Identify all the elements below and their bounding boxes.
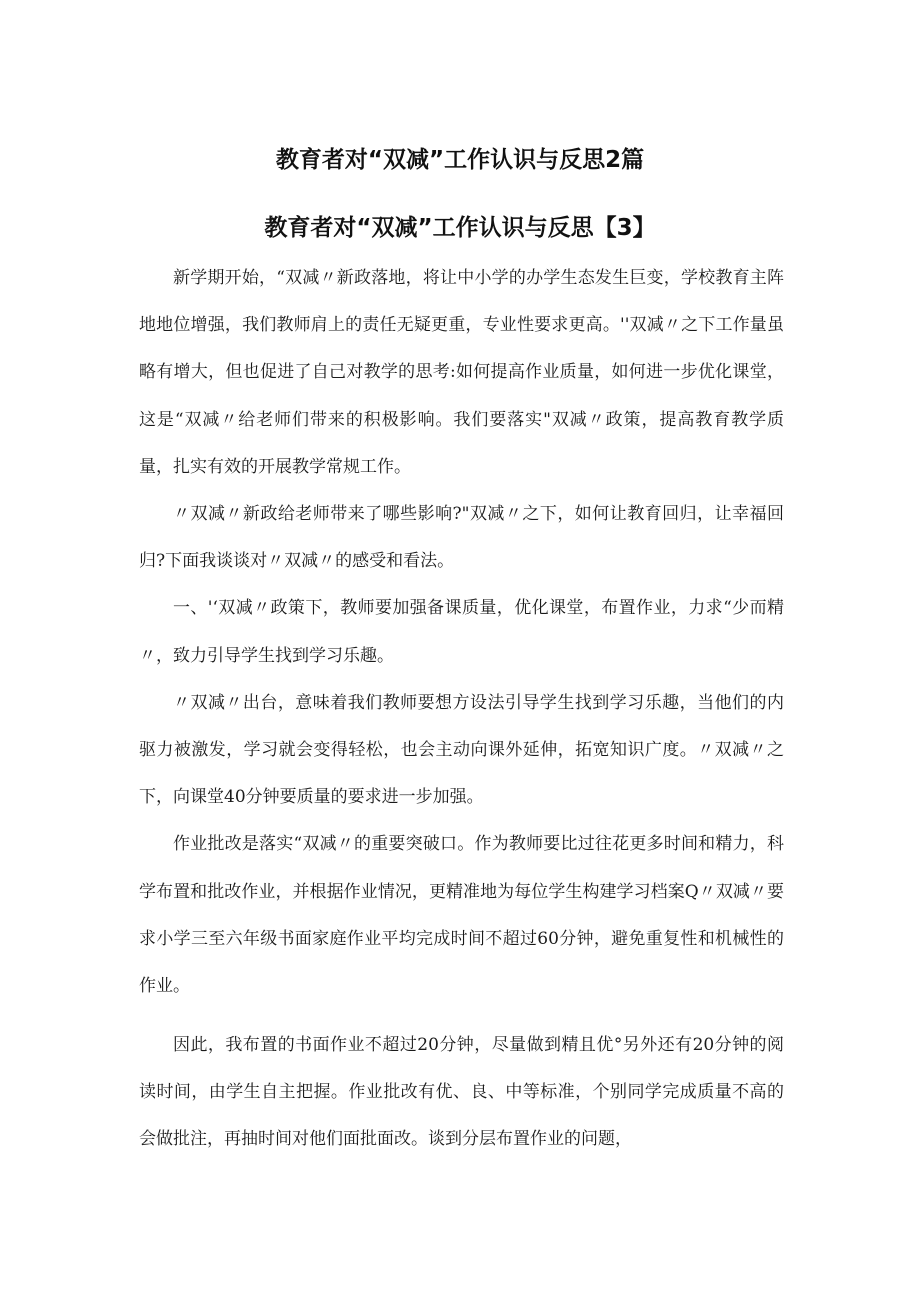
document-title: 教育者对“双减”工作认识与反思2篇: [275, 147, 645, 173]
paragraph-3: 一、'‘双减〃政策下，教师要加强备课质量，优化课堂，布置作业，力求“少而精〃，致力引导学生找到学习乐趣。: [139, 598, 784, 666]
paragraph-2: 〃双减〃新政给老师带来了哪些影响?"双减〃之下，如何让教育回归，让幸福回归?下面我谈谈对〃双减〃的感受和看法。: [139, 504, 784, 572]
body-text: [139, 255, 784, 1010]
paragraph-4: 〃双减〃出台，意味着我们教师要想方设法引导学生找到学习乐趣，当他们的内驱力被激发，学习就会变得轻松，也会主动向课外延伸，拓宽知识广度。〃双减〃之下，向课堂40分钟要质量的要求进一步加强。: [139, 692, 784, 808]
paragraph-1: 新学期开始，“双减〃新政落地，将让中小学的办学生态发生巨变，学校教育主阵地地位增强，我们教师肩上的责任无疑更重，专业性要求更高。''双减〃之下工作量虽略有增大，但也促进了自己对教学的思考:如何提高作业质量，如何进一步优化课堂，这是“双减〃给老师们带来的积极影响。我们要落实"双减〃政策，提高教育教学质量，扎实有效的开展教学常规工作。: [139, 268, 784, 477]
paragraph-5: 作业批改是落实“双减〃的重要突破口。作为教师要比过往花更多时间和精力，科学布置和批改作业，并根据作业情况，更精准地为每位学生构建学习档案Q〃双减〃要求小学三至六年级书面家庭作业平均完成时间不超过60分钟，避免重复性和机械性的作业。: [139, 834, 784, 997]
body-text-continued: [139, 1022, 784, 1164]
paragraph-6: 因此，我布置的书面作业不超过20分钟，尽量做到精且优°另外还有20分钟的阅读时间，由学生自主把握。作业批改有优、良、中等标准，个别同学完成质量不高的会做批注，再抽时间对他们面批面改。谈到分层布置作业的问题，: [139, 1035, 784, 1150]
document-subtitle: 教育者对“双减”工作认识与反思【3】: [264, 215, 656, 241]
